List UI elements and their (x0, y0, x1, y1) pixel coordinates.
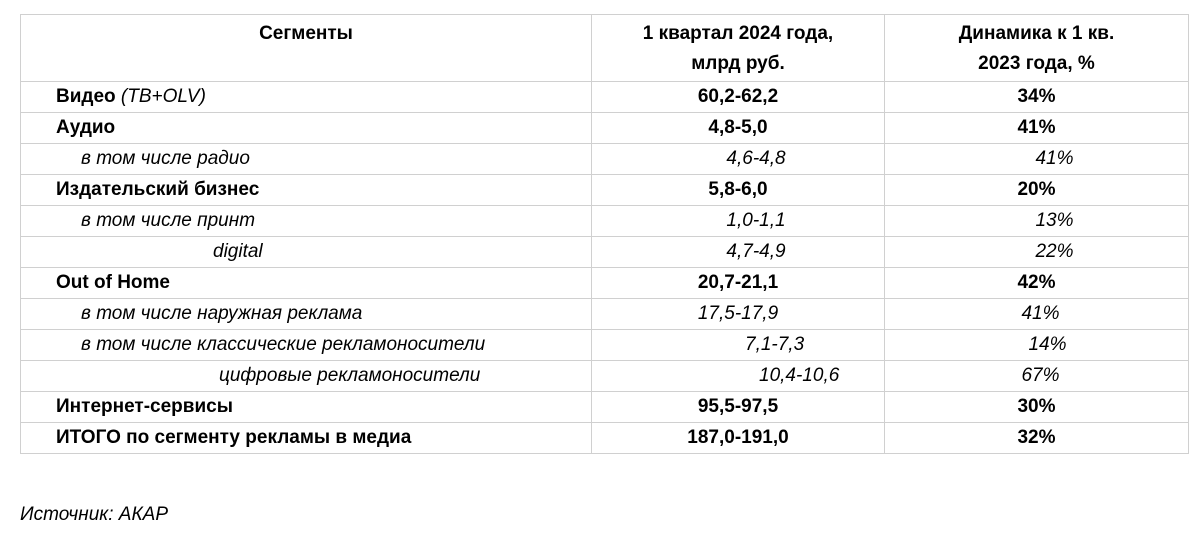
segment-cell: Аудио (21, 113, 592, 144)
table-row (21, 268, 1189, 299)
table-row (21, 144, 1189, 175)
segment-cell: Издательский бизнес (21, 175, 592, 206)
segment-cell: в том числе радио (21, 144, 592, 175)
table-row (21, 113, 1189, 144)
table-row (21, 175, 1189, 206)
segment-cell: Интернет-сервисы (21, 392, 592, 423)
header-q1-2024: 1 квартал 2024 года, млрд руб. (592, 15, 885, 82)
dynamics-cell: 13% (885, 206, 1189, 237)
value-cell: 95,5-97,5 (592, 392, 885, 423)
dynamics-cell: 41% (885, 299, 1189, 330)
value-cell: 4,6-4,8 (592, 144, 885, 175)
dynamics-cell: 41% (885, 113, 1189, 144)
dynamics-cell: 22% (885, 237, 1189, 268)
value-cell: 60,2-62,2 (592, 82, 885, 113)
dynamics-cell: 30% (885, 392, 1189, 423)
table-row (21, 423, 1189, 454)
table-row (21, 206, 1189, 237)
table-row (21, 392, 1189, 423)
value-cell: 1,0-1,1 (592, 206, 885, 237)
header-dynamics: Динамика к 1 кв. 2023 года, % (885, 15, 1189, 82)
dynamics-cell: 42% (885, 268, 1189, 299)
table-row (21, 237, 1189, 268)
dynamics-cell: 67% (885, 361, 1189, 392)
dynamics-cell: 41% (885, 144, 1189, 175)
table-row (21, 361, 1189, 392)
value-cell: 10,4-10,6 (592, 361, 885, 392)
table-row (21, 330, 1189, 361)
segment-cell: в том числе наружная реклама (21, 299, 592, 330)
segment-cell: в том числе принт (21, 206, 592, 237)
segment-cell: цифровые рекламоносители (21, 361, 592, 392)
value-cell: 5,8-6,0 (592, 175, 885, 206)
value-cell: 7,1-7,3 (592, 330, 885, 361)
segment-cell: Out of Home (21, 268, 592, 299)
media-advertising-table (20, 14, 1189, 454)
value-cell: 20,7-21,1 (592, 268, 885, 299)
dynamics-cell: 34% (885, 82, 1189, 113)
dynamics-cell: 20% (885, 175, 1189, 206)
segment-cell: Видео (ТВ+OLV) (21, 82, 592, 113)
header-row (21, 15, 1189, 82)
segment-cell: digital (21, 237, 592, 268)
dynamics-cell: 14% (885, 330, 1189, 361)
header-segments: Сегменты (21, 15, 592, 82)
dynamics-cell: 32% (885, 423, 1189, 454)
table-row (21, 299, 1189, 330)
table-row (21, 82, 1189, 113)
segment-cell: в том числе классические рекламоносители (21, 330, 592, 361)
segment-cell: ИТОГО по сегменту рекламы в медиа (21, 423, 592, 454)
source-note: Источник: АКАР (20, 504, 169, 525)
value-cell: 17,5-17,9 (592, 299, 885, 330)
segment-note: (ТВ+OLV) (120, 86, 206, 107)
value-cell: 4,8-5,0 (592, 113, 885, 144)
value-cell: 4,7-4,9 (592, 237, 885, 268)
value-cell: 187,0-191,0 (592, 423, 885, 454)
